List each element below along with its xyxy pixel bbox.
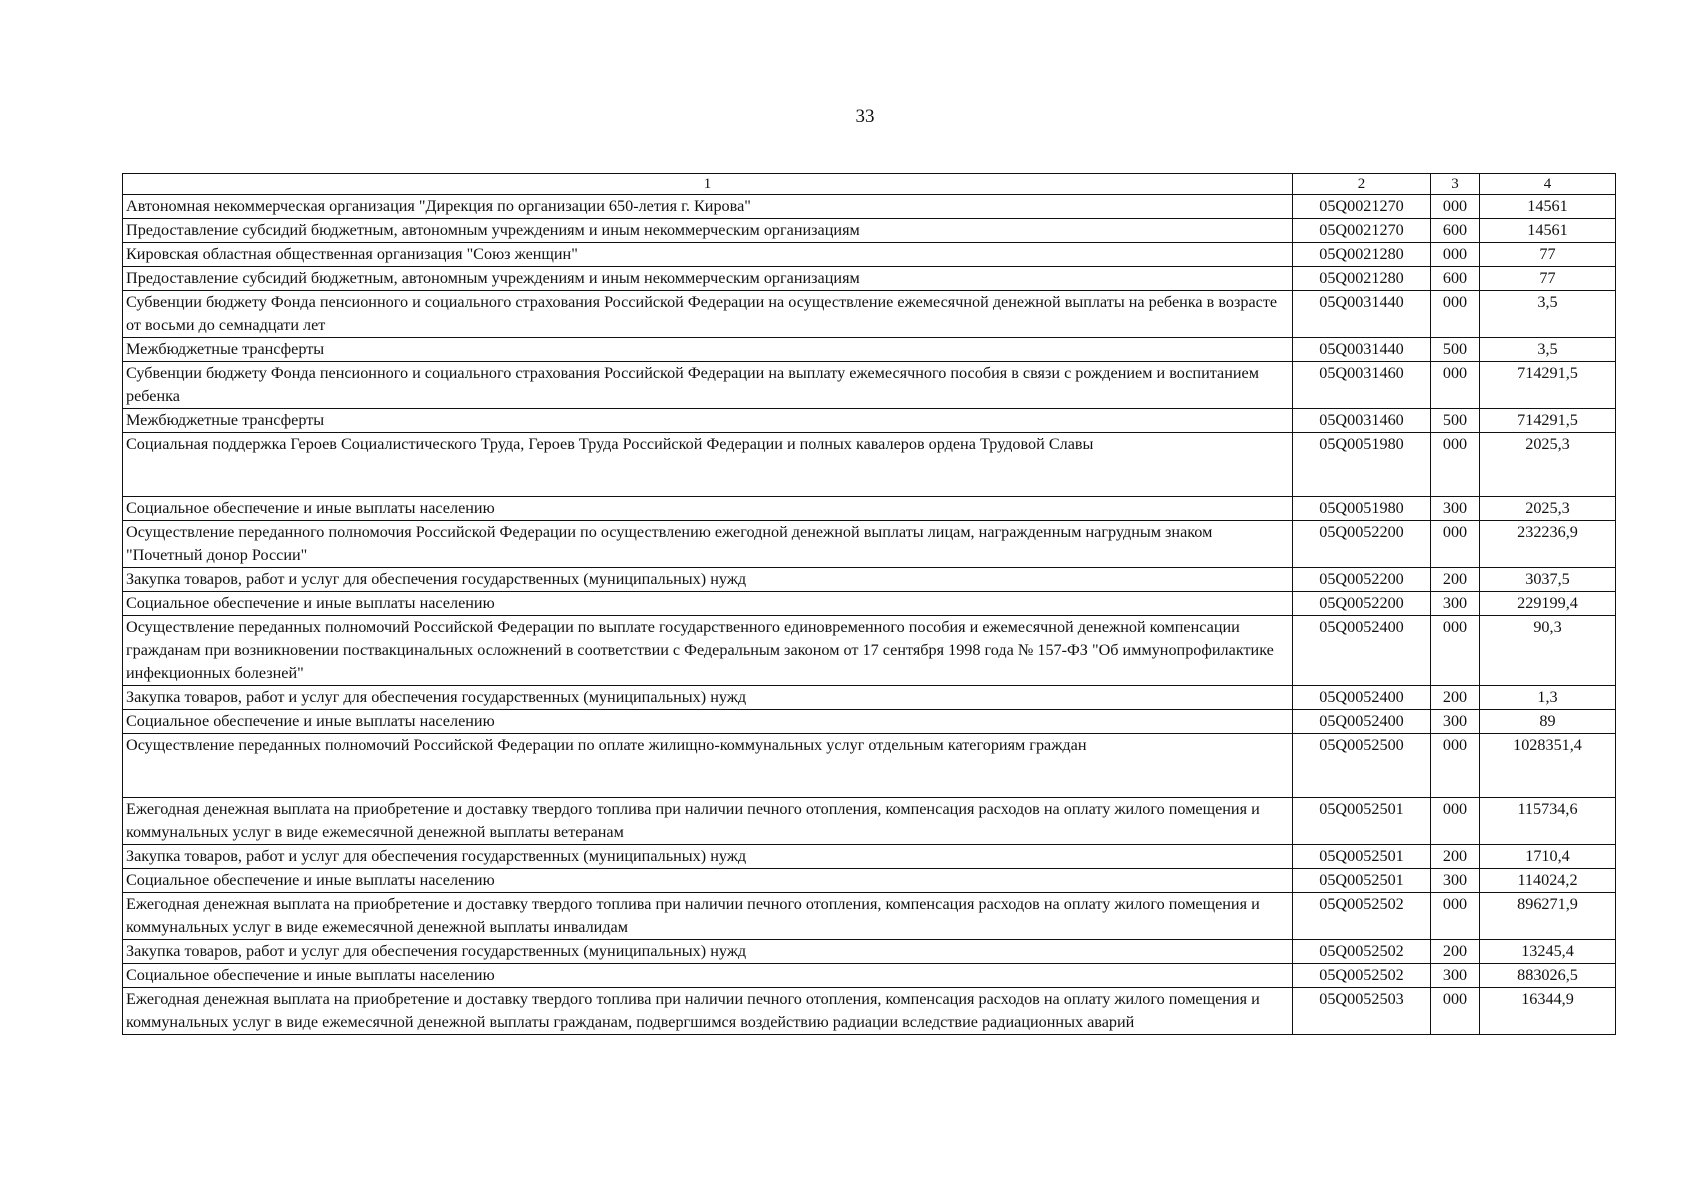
row-name-cell: Осуществление переданных полномочий Российской Федерации по оплате жилищно-коммунальных услуг отдельным категориям граждан: [123, 734, 1293, 798]
column-header-name: 1: [123, 174, 1293, 195]
table-body: [123, 195, 1616, 1035]
row-code-cell: 05Q0052400: [1293, 686, 1431, 710]
row-name-cell: Межбюджетные трансферты: [123, 409, 1293, 433]
row-code-cell: 05Q0052502: [1293, 893, 1431, 940]
row-code-cell: 05Q0052500: [1293, 734, 1431, 798]
row-name-cell: Закупка товаров, работ и услуг для обеспечения государственных (муниципальных) нужд: [123, 568, 1293, 592]
row-kvr-cell: 000: [1431, 362, 1480, 409]
row-kvr-cell: 200: [1431, 686, 1480, 710]
row-kvr-cell: 300: [1431, 869, 1480, 893]
row-kvr-cell: 300: [1431, 592, 1480, 616]
row-name-cell: Предоставление субсидий бюджетным, автономным учреждениям и иным некоммерческим организациям: [123, 219, 1293, 243]
row-kvr-cell: 000: [1431, 798, 1480, 845]
row-code-cell: 05Q0031460: [1293, 362, 1431, 409]
row-name-cell: Закупка товаров, работ и услуг для обеспечения государственных (муниципальных) нужд: [123, 686, 1293, 710]
row-kvr-cell: 000: [1431, 988, 1480, 1035]
row-code-cell: 05Q0052503: [1293, 988, 1431, 1035]
table-row: [123, 592, 1616, 616]
row-sum-cell: 16344,9: [1480, 988, 1616, 1035]
row-kvr-cell: 000: [1431, 243, 1480, 267]
row-sum-cell: 3037,5: [1480, 568, 1616, 592]
row-name-cell: Субвенции бюджету Фонда пенсионного и социального страхования Российской Федерации на выплату ежемесячного пособия в связи с рождением и воспитанием ребенка: [123, 362, 1293, 409]
row-name-cell: Автономная некоммерческая организация "Дирекция по организации 650-летия г. Кирова": [123, 195, 1293, 219]
row-sum-cell: 115734,6: [1480, 798, 1616, 845]
row-kvr-cell: 200: [1431, 568, 1480, 592]
row-sum-cell: 14561: [1480, 195, 1616, 219]
row-sum-cell: 896271,9: [1480, 893, 1616, 940]
row-name-cell: Ежегодная денежная выплата на приобретение и доставку твердого топлива при наличии печного отопления, компенсация расходов на оплату жилого помещения и коммунальных услуг в виде ежемесячной денежной выплаты ветеранам: [123, 798, 1293, 845]
row-kvr-cell: 200: [1431, 940, 1480, 964]
table-row: [123, 362, 1616, 409]
row-name-cell: Осуществление переданного полномочия Российской Федерации по осуществлению ежегодной денежной выплаты лицам, награжденным нагрудным знаком "Почетный донор России": [123, 521, 1293, 568]
row-kvr-cell: 000: [1431, 616, 1480, 686]
row-code-cell: 05Q0052501: [1293, 798, 1431, 845]
row-code-cell: 05Q0051980: [1293, 497, 1431, 521]
row-code-cell: 05Q0021270: [1293, 195, 1431, 219]
column-header-code: 2: [1293, 174, 1431, 195]
row-code-cell: 05Q0052400: [1293, 710, 1431, 734]
table-row: [123, 686, 1616, 710]
row-code-cell: 05Q0052501: [1293, 845, 1431, 869]
row-name-cell: Ежегодная денежная выплата на приобретение и доставку твердого топлива при наличии печного отопления, компенсация расходов на оплату жилого помещения и коммунальных услуг в виде ежемесячной денежной выплаты гражданам, подвергшимся воздействию радиации вследствие радиационных аварий: [123, 988, 1293, 1035]
row-code-cell: 05Q0031460: [1293, 409, 1431, 433]
row-sum-cell: 714291,5: [1480, 409, 1616, 433]
row-kvr-cell: 300: [1431, 964, 1480, 988]
row-code-cell: 05Q0021280: [1293, 243, 1431, 267]
table-row: [123, 409, 1616, 433]
row-sum-cell: 3,5: [1480, 291, 1616, 338]
row-code-cell: 05Q0021270: [1293, 219, 1431, 243]
column-header-sum: 4: [1480, 174, 1616, 195]
row-code-cell: 05Q0052200: [1293, 592, 1431, 616]
row-kvr-cell: 000: [1431, 521, 1480, 568]
row-sum-cell: 2025,3: [1480, 497, 1616, 521]
row-kvr-cell: 600: [1431, 267, 1480, 291]
table-row: [123, 219, 1616, 243]
row-sum-cell: 77: [1480, 243, 1616, 267]
table-row: [123, 521, 1616, 568]
row-name-cell: Предоставление субсидий бюджетным, автономным учреждениям и иным некоммерческим организациям: [123, 267, 1293, 291]
row-sum-cell: 2025,3: [1480, 433, 1616, 497]
row-name-cell: Социальное обеспечение и иные выплаты населению: [123, 710, 1293, 734]
row-sum-cell: 90,3: [1480, 616, 1616, 686]
row-code-cell: 05Q0052200: [1293, 568, 1431, 592]
row-name-cell: Межбюджетные трансферты: [123, 338, 1293, 362]
table-row: [123, 568, 1616, 592]
row-name-cell: Социальное обеспечение и иные выплаты населению: [123, 964, 1293, 988]
table-row: [123, 940, 1616, 964]
row-sum-cell: 14561: [1480, 219, 1616, 243]
row-kvr-cell: 200: [1431, 845, 1480, 869]
table-row: [123, 988, 1616, 1035]
row-sum-cell: 1710,4: [1480, 845, 1616, 869]
row-code-cell: 05Q0031440: [1293, 338, 1431, 362]
row-sum-cell: 883026,5: [1480, 964, 1616, 988]
row-name-cell: Социальное обеспечение и иные выплаты населению: [123, 869, 1293, 893]
row-name-cell: Закупка товаров, работ и услуг для обеспечения государственных (муниципальных) нужд: [123, 845, 1293, 869]
table-row: [123, 267, 1616, 291]
row-kvr-cell: 000: [1431, 893, 1480, 940]
table-row: [123, 710, 1616, 734]
row-sum-cell: 1,3: [1480, 686, 1616, 710]
row-kvr-cell: 000: [1431, 291, 1480, 338]
row-name-cell: Социальная поддержка Героев Социалистического Труда, Героев Труда Российской Федерации и полных кавалеров ордена Трудовой Славы: [123, 433, 1293, 497]
row-sum-cell: 3,5: [1480, 338, 1616, 362]
table-row: [123, 616, 1616, 686]
row-code-cell: 05Q0051980: [1293, 433, 1431, 497]
row-name-cell: Субвенции бюджету Фонда пенсионного и социального страхования Российской Федерации на осуществление ежемесячной денежной выплаты на ребенка в возрасте от восьми до семнадцати лет: [123, 291, 1293, 338]
table-row: [123, 798, 1616, 845]
table-header-row: [123, 174, 1616, 195]
row-name-cell: Ежегодная денежная выплата на приобретение и доставку твердого топлива при наличии печного отопления, компенсация расходов на оплату жилого помещения и коммунальных услуг в виде ежемесячной денежной выплаты инвалидам: [123, 893, 1293, 940]
row-kvr-cell: 300: [1431, 497, 1480, 521]
row-code-cell: 05Q0021280: [1293, 267, 1431, 291]
row-sum-cell: 1028351,4: [1480, 734, 1616, 798]
table-row: [123, 734, 1616, 798]
row-sum-cell: 89: [1480, 710, 1616, 734]
row-code-cell: 05Q0052502: [1293, 964, 1431, 988]
column-header-kvr: 3: [1431, 174, 1480, 195]
row-code-cell: 05Q0052502: [1293, 940, 1431, 964]
budget-table: [122, 173, 1616, 1035]
row-sum-cell: 714291,5: [1480, 362, 1616, 409]
row-sum-cell: 232236,9: [1480, 521, 1616, 568]
row-kvr-cell: 300: [1431, 710, 1480, 734]
row-kvr-cell: 500: [1431, 409, 1480, 433]
page-number: 33: [855, 106, 875, 127]
row-kvr-cell: 500: [1431, 338, 1480, 362]
row-sum-cell: 77: [1480, 267, 1616, 291]
table-row: [123, 338, 1616, 362]
table-row: [123, 845, 1616, 869]
row-kvr-cell: 000: [1431, 195, 1480, 219]
row-code-cell: 05Q0052200: [1293, 521, 1431, 568]
row-kvr-cell: 000: [1431, 433, 1480, 497]
row-code-cell: 05Q0031440: [1293, 291, 1431, 338]
row-name-cell: Социальное обеспечение и иные выплаты населению: [123, 592, 1293, 616]
row-sum-cell: 229199,4: [1480, 592, 1616, 616]
table-row: [123, 497, 1616, 521]
row-code-cell: 05Q0052400: [1293, 616, 1431, 686]
table-row: [123, 195, 1616, 219]
row-name-cell: Кировская областная общественная организация "Союз женщин": [123, 243, 1293, 267]
table-row: [123, 893, 1616, 940]
table-row: [123, 869, 1616, 893]
table-row: [123, 291, 1616, 338]
row-kvr-cell: 600: [1431, 219, 1480, 243]
row-name-cell: Осуществление переданных полномочий Российской Федерации по выплате государственного единовременного пособия и ежемесячной денежной компенсации гражданам при возникновении поствакцинальных осложнений в соответствии с Федеральным законом от 17 сентября 1998 года № 157-ФЗ "Об иммунопрофилактике инфекционных болезней": [123, 616, 1293, 686]
row-sum-cell: 13245,4: [1480, 940, 1616, 964]
table-row: [123, 964, 1616, 988]
table-row: [123, 433, 1616, 497]
row-sum-cell: 114024,2: [1480, 869, 1616, 893]
table-row: [123, 243, 1616, 267]
row-kvr-cell: 000: [1431, 734, 1480, 798]
row-name-cell: Социальное обеспечение и иные выплаты населению: [123, 497, 1293, 521]
row-name-cell: Закупка товаров, работ и услуг для обеспечения государственных (муниципальных) нужд: [123, 940, 1293, 964]
row-code-cell: 05Q0052501: [1293, 869, 1431, 893]
